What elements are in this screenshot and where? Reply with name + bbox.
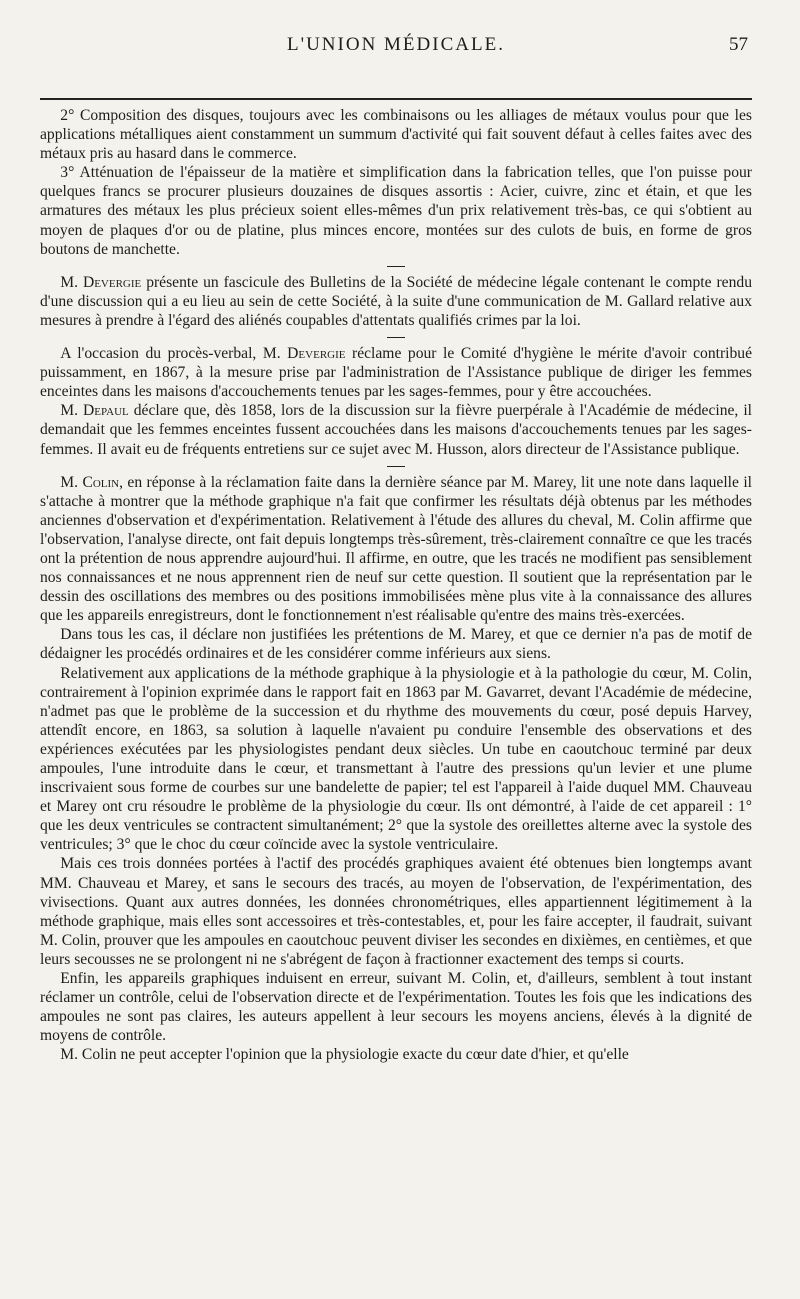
journal-title: L'UNION MÉDICALE. [287, 34, 505, 55]
paragraph-methode-graphique: Relativement aux applications de la méthode graphique à la physiologie et à la pathologie du cœur, M. Colin, contrairement à l'opinion exprimée dans le rapport fait en 1863 par M. Gavarret, devant l'Académie de médecine, n'admet pas que le problème de la succession et du rhythme des mouvements du cœur, posé depuis Harvey, attendît encore, en 1863, sa solution à laquelle n'avaient pu conduire l'ensemble des observations et des expériences exécutées par les physiologistes pendant deux siècles. Un tube en caoutchouc terminé par deux ampoules, l'une introduite dans le cœur, et transmettant à l'autre des pressions qu'un levier et une plume inscrivaient sous forme de courbes sur une bandelette de papier; tel est l'appareil à l'aide duquel MM. Chauveau et Marey ont cru résoudre le problème de la physiologie du cœur. Ils ont démontré, à l'aide de cet appareil : 1° que les deux ventricules se contractent simultanément; 2° que la systole des oreillettes alterne avec la systole des ventricules; 3° que le choc du cœur coïncide avec la systole ventriculaire. [40, 664, 752, 854]
paragraph-physiologie-exacte: M. Colin ne peut accepter l'opinion que la physiologie exacte du cœur date d'hier, et qu'elle [60, 1046, 629, 1064]
paragraph-pretentions: Dans tous les cas, il déclare non justifiées les prétentions de M. Marey, et que ce dernier n'a pas de motif de dédaigner les procédés ordinaires et de les considérer comme inférieurs aux siens. [40, 626, 752, 663]
paragraph-devergie-bulletins [40, 273, 752, 330]
paragraph-erreur: Enfin, les appareils graphiques induisent en erreur, suivant M. Colin, et, d'ailleurs, semblent à tout instant réclamer un contrôle, celui de l'observation directe et de l'expérimentation. Toutes les fois que les indications des ampoules ne sont pas claires, les auteurs appellent à leur secours les moyens anciens, élevés à la dignité de moyens de contrôle. [40, 970, 752, 1045]
paragraph-depaul [40, 401, 752, 458]
paragraph-colin-reponse [40, 473, 752, 626]
paragraph-text: présente un fascicule des Bulletins de la Société de médecine légale contenant le compte rendu d'une discussion qui a eu lieu au sein de cette Société, à la suite d'une communication de M. Gallard relative aux mesures à prendre à l'égard des aliénés coupables d'attentats qualifiés crimes par la loi. [40, 273, 752, 329]
header-rule [40, 98, 752, 100]
section-separator [387, 337, 405, 338]
speaker-prefix: M. [60, 273, 83, 291]
article-body [40, 106, 752, 1065]
paragraph-text: , en réponse à la réclamation faite dans la dernière séance par M. Marey, lit une note dans laquelle il s'attache à montrer que la méthode graphique n'a fait que confirmer les résultats déjà obtenus par les méthodes anciennes d'observation et d'expérimentation. Relativement à l'étude des allures du cheval, M. Colin affirme que l'observation, l'analyse directe, ont fait depuis longtemps très-sûrement, très-clairement connaître ce que les tracés ont la prétention de nous apprendre aujourd'hui. Il affirme, en outre, que les tracés ne modifient pas sensiblement nos connaissances et ne nous apprennent rien de neuf sur cette question. Il soutient que la représentation par le dessin des oscillations des membres ou des positions immobilisées mène plus vite à la connaissance des allures que les appareils enregistreurs, dont le fonctionnement n'est réalisable qu'entre des mains très-exercées. [40, 473, 752, 625]
speaker-name: Devergie [82, 273, 142, 291]
speaker-name: Depaul [83, 402, 129, 420]
paragraph-text: A l'occasion du procès-verbal, M. [60, 345, 288, 363]
section-separator [387, 466, 405, 467]
paragraph-trois-donnees: Mais ces trois données portées à l'actif des procédés graphiques avaient été obtenues bien longtemps avant MM. Chauveau et Marey, et sans le secours des tracés, au moyen de l'observation, de l'expérimentation, des vivisections. Quant aux autres données, les données chronométriques, elles appartiennent légitimement à la méthode graphique, mais elles sont accessoires et très-contestables, et, pour les faire accepter, il faudrait, suivant M. Colin, prouver que les ampoules en caoutchouc peuvent diviser les secondes en dixièmes, en centièmes, et que leurs secousses ne se prolongent ni ne s'abrégent de façon à fractionner exactement des temps si courts. [40, 855, 752, 968]
paragraph-text: déclare que, dès 1858, lors de la discussion sur la fièvre puerpérale à l'Académie de médecine, il demandait que les femmes enceintes fussent accouchées dans les maisons d'accouchements tenues par les sages-femmes. Il avait eu de fréquents entretiens sur ce sujet avec M. Husson, alors directeur de l'Assistance publique. [40, 402, 752, 458]
paragraph-text: réclame pour le Comité d'hygiène le mérite d'avoir contribué puissamment, en 1867, à la mesure prise par l'administration de l'Assistance publique de diriger les femmes enceintes dans les maisons d'accouchements tenues par les sages-femmes, pour y être accouchées. [40, 345, 753, 401]
section-separator [387, 266, 405, 267]
speaker-name: Devergie [287, 345, 346, 363]
page-number: 57 [729, 34, 748, 55]
speaker-prefix: M. [60, 402, 84, 420]
speaker-prefix: M. [60, 473, 83, 491]
speaker-name: Colin [82, 473, 120, 491]
running-header [40, 30, 752, 58]
paragraph-attenuation: 3° Atténuation de l'épaisseur de la matière et simplification dans la fabrication telles, que l'on puisse pour quelques francs se procurer plusieurs douzaines de disques assortis : Acier, cuivre, zinc et étain, et que les armatures des métaux les plus précieux soient elles-mêmes d'un prix relativement très-bas, ce qui s'obtient au moyen de plaques d'or ou de platine, plus minces encore, montées sur des culots de buis, en forme de gros boutons de manchette. [40, 164, 752, 258]
paragraph-proces-verbal [40, 344, 752, 401]
paragraph-composition: 2° Composition des disques, toujours avec les combinaisons ou les alliages de métaux voulus pour que les applications métalliques aient constamment un summum d'activité qui fait souvent défaut à celles faites avec des métaux pris au hasard dans le commerce. [40, 107, 752, 163]
